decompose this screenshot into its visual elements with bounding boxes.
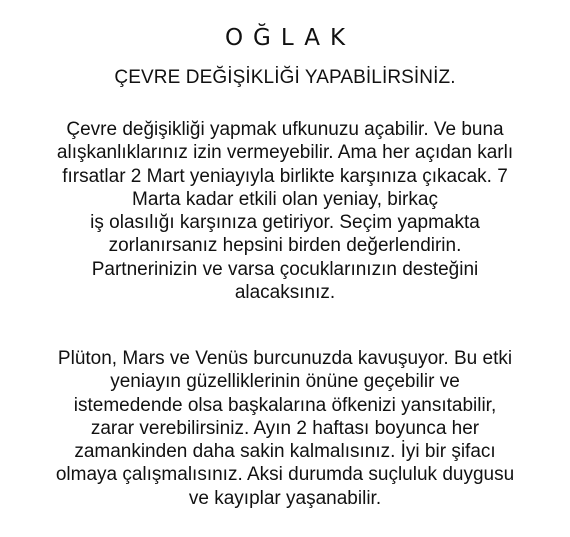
page-title: OĞLAK xyxy=(224,25,356,52)
paragraph-line: zamankinden daha sakin kalmalısınız. İyi bir şifacı xyxy=(74,441,496,463)
paragraph-line: Partnerinizin ve varsa çocuklarınızın desteğini xyxy=(91,258,479,280)
paragraph-line: istemedende olsa başkalarına öfkenizi yansıtabilir, xyxy=(73,394,497,416)
paragraph-line: Marta kadar etkili olan yeniay, birkaç xyxy=(132,188,438,210)
paragraph-line: iş olasılığı karşınıza getiriyor. Seçim yapmakta xyxy=(90,212,480,234)
section-heading: ÇEVRE DEĞİŞİKLİĞİ YAPABİLİRSİNİZ. xyxy=(114,67,456,88)
paragraph-line: fırsatlar 2 Mart yeniayıyla birlikte karşınıza çıkacak. 7 xyxy=(62,165,508,187)
paragraph-line: yeniayın güzelliklerinin önüne geçebilir ve xyxy=(110,371,460,393)
paragraph-line: Çevre değişikliği yapmak ufkunuzu açabilir. Ve buna xyxy=(66,119,504,140)
paragraph-line: ve kayıplar yaşanabilir. xyxy=(188,487,382,509)
paragraph-line: zarar verebilirsiniz. Ayın 2 haftası boyunca her xyxy=(90,417,480,439)
paragraph-line: zorlanırsanız hepsini birden değerlendirin. xyxy=(108,235,462,257)
paragraph-line: olmaya çalışmalısınız. Aksi durumda suçluluk duygusu xyxy=(55,464,515,486)
paragraph-line: Plüton, Mars ve Venüs burcunuzda kavuşuyor. Bu etki xyxy=(57,348,513,369)
paragraph-line: alacaksınız. xyxy=(234,282,336,304)
paragraph-2 xyxy=(0,347,570,510)
paragraph-1 xyxy=(0,118,570,304)
paragraph-line: alışkanlıklarınız izin vermeyebilir. Ama her açıdan karlı xyxy=(56,142,514,164)
